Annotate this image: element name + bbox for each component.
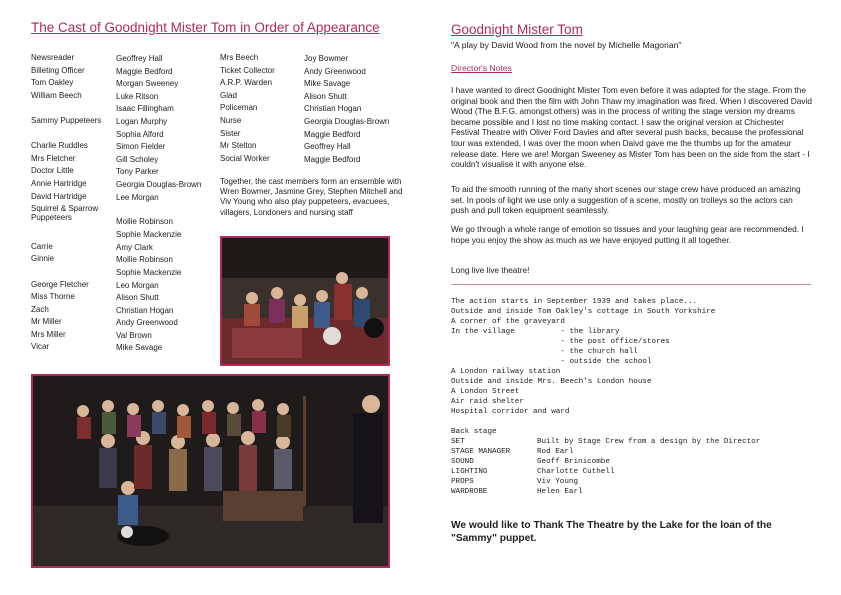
cast-row — [31, 192, 217, 205]
location-line: A corner of the graveyard — [451, 318, 565, 326]
cast-row — [220, 66, 410, 79]
cast-actor: Sophia Alford — [116, 129, 164, 139]
ensemble-note: Together, the cast members form an ensemble with Wren Bowmer, Jasmine Grey, Stephen Mitchell and Viv Young who also play puppeteers, evacuees, villagers, Londoners and nursing staff — [220, 177, 403, 217]
crew-role: PROPS — [451, 478, 474, 486]
cast-actor: Morgan Sweeney — [116, 79, 179, 89]
directors-notes-heading: Director's Notes — [451, 63, 512, 73]
cast-row — [31, 53, 217, 66]
cast-actor: Alison Shutt — [116, 293, 159, 303]
cast-row — [31, 292, 217, 305]
cast-role: Mrs Miller — [31, 329, 66, 339]
cast-actor: Amy Clark — [116, 242, 153, 252]
location-line: Hospital corridor and ward — [451, 408, 570, 416]
notes-paragraph-3: We go through a whole range of emotion so tissues and your laughing gear are recommended. I hope you enjoy the show as much as we have enjoyed putting it all together. — [451, 224, 804, 245]
cast-actor: Gill Scholey — [116, 154, 159, 164]
cast-role: Mr Miller — [31, 317, 62, 327]
location-line: - the post office/stores — [451, 338, 670, 346]
cast-role: William Beech — [31, 90, 82, 100]
cast-actor: Isaac Fillingham — [116, 104, 174, 114]
cast-role: Nurse — [220, 115, 242, 125]
crew-row — [451, 487, 811, 497]
location-line: - the church hall — [451, 348, 638, 356]
location-line: A London railway station — [451, 368, 561, 376]
cast-row — [220, 141, 410, 154]
cast-role: Policeman — [220, 103, 258, 113]
cast-role: Miss Thorne — [31, 292, 75, 302]
crew-role: SET — [451, 438, 465, 446]
crew-name: Rod Earl — [537, 448, 574, 456]
cast-list-left — [31, 53, 217, 355]
crew-row — [451, 457, 811, 467]
crew-role: WARDROBE — [451, 488, 488, 496]
cast-role: Mrs Beech — [220, 53, 259, 62]
cast-actor: Mollie Robinson — [116, 255, 173, 265]
play-title: Goodnight Mister Tom — [451, 22, 583, 37]
thanks-note: We would like to Thank The Theatre by the Lake for the loan of the "Sammy" puppet. — [451, 520, 772, 544]
cast-photo-large — [31, 374, 390, 568]
cast-actor: Maggie Bedford — [116, 66, 173, 76]
cast-role: Ginnie — [31, 254, 55, 264]
cast-actor: Christian Hogan — [116, 305, 174, 315]
cast-row — [31, 330, 217, 343]
location-line: Outside and inside Mrs. Beech's London house — [451, 378, 652, 386]
cast-row — [220, 116, 410, 129]
cast-row — [31, 254, 217, 267]
crew-role: STAGE MANAGER — [451, 448, 511, 456]
cast-row — [31, 280, 217, 293]
cast-row — [31, 103, 217, 116]
crew-name: Viv Young — [537, 478, 579, 486]
cast-row — [31, 66, 217, 79]
cast-role: Doctor Little — [31, 166, 74, 176]
cast-role: Social Worker — [220, 153, 270, 163]
notes-paragraph-1: I have wanted to direct Goodnight Mister Tom even before it was adapted for the stage. From the original book and then the film with John Thaw my imagination was fired. When I discovered David Wood (The B.F.G. amongst others) was in the process of writing the stage version my dreams became possible and I lost no time making contact. I saw the original version at Chichester Festival Theatre with Oliver Ford Davies and after several push backs, because the professional tour was extended, I was over the moon when Daivd gave me the thumbs up for the amateur release date. Here we are! Morgan Sweeney as Mister Tom has been on the side from the start - I couldn't visualise it with anyone else. — [451, 85, 812, 170]
cast-role: Mr Stelton — [220, 141, 257, 151]
crew-list — [451, 437, 811, 497]
cast-list-right — [220, 53, 410, 166]
location-line: A London Street — [451, 388, 520, 396]
cast-role: George Fletcher — [31, 279, 89, 289]
cast-role — [31, 267, 116, 280]
crew-name: Helen Earl — [537, 488, 583, 496]
cast-actor: Maggie Bedford — [304, 154, 361, 164]
cast-row — [31, 91, 217, 104]
cast-role: Zach — [31, 304, 49, 314]
locations-list — [451, 297, 715, 417]
play-subtitle: "A play by David Wood from the novel by Michelle Magorian" — [451, 40, 682, 50]
cast-role: David Hartridge — [31, 191, 87, 201]
cast-role: Charlie Ruddles — [31, 141, 88, 151]
cast-actor: Andy Greenwood — [116, 318, 178, 328]
cast-row — [31, 229, 217, 242]
cast-role — [31, 129, 116, 142]
cast-actor: Simon Fielder — [116, 142, 166, 152]
location-line: - outside the school — [451, 358, 652, 366]
cast-role: Annie Hartridge — [31, 178, 87, 188]
crew-role: SOUND — [451, 458, 474, 466]
cast-actor: Logan Murphy — [116, 116, 168, 126]
cast-actor: Georgia Douglas-Brown — [304, 116, 390, 126]
location-line: In the village - the library — [451, 328, 620, 336]
cast-actor: Georgia Douglas-Brown — [116, 179, 202, 189]
cast-role: Glad — [220, 90, 237, 100]
cast-row — [220, 129, 410, 142]
cast-row — [31, 267, 217, 280]
cast-row — [31, 166, 217, 179]
cast-actor: Geoffrey Hall — [116, 54, 163, 63]
cast-role: Sister — [220, 128, 241, 138]
cast-actor: Alison Shutt — [304, 91, 347, 101]
cast-row — [31, 342, 217, 355]
crew-role: LIGHTING — [451, 468, 488, 476]
cast-row — [220, 78, 410, 91]
cast-role — [31, 103, 116, 116]
cast-row — [31, 242, 217, 255]
cast-role — [31, 229, 116, 242]
cast-title: The Cast of Goodnight Mister Tom in Order of Appearance — [31, 20, 380, 35]
cast-actor: Sophie Mackenzie — [116, 230, 182, 240]
cast-row — [31, 204, 217, 229]
cast-row — [31, 154, 217, 167]
cast-role: Carrie — [31, 241, 53, 251]
cast-row — [31, 305, 217, 318]
cast-actor: Lee Morgan — [116, 192, 159, 202]
crew-heading: Back stage — [451, 428, 497, 436]
location-line: Air raid shelter — [451, 398, 524, 406]
divider — [451, 284, 811, 285]
cast-row — [31, 141, 217, 154]
crew-name: Geoff Brinicombe — [537, 458, 610, 466]
cast-role: Squirrel & Sparrow Puppeteers — [31, 204, 99, 223]
crew-row — [451, 477, 811, 487]
notes-paragraph-2: To aid the smooth running of the many short scenes our stage crew have produced an amazing set. In pools of light we use only a suggestion of a scene, mostly on trolleys so the actors can push and pull token equipment seamlessly. — [451, 184, 801, 216]
crew-row — [451, 447, 811, 457]
cast-photo-small — [220, 236, 390, 366]
cast-row — [220, 154, 410, 167]
crew-name: Built by Stage Crew from a design by the Director — [537, 438, 761, 446]
cast-row — [31, 116, 217, 129]
cast-actor: Geoffrey Hall — [304, 142, 351, 152]
cast-row — [220, 103, 410, 116]
cast-row — [31, 129, 217, 142]
cast-role: Tom Oakley — [31, 78, 74, 88]
cast-actor: Tony Parker — [116, 167, 159, 177]
cast-row — [31, 317, 217, 330]
cast-role: Newsreader — [31, 53, 75, 62]
cast-actor: Andy Greenwood — [304, 66, 366, 76]
crew-row — [451, 467, 811, 477]
cast-actor: Luke Ritson — [116, 91, 159, 101]
location-line: The action starts in September 1939 and takes place... — [451, 298, 698, 306]
crew-name: Charlotte Cuthell — [537, 468, 615, 476]
crew-row — [451, 437, 811, 447]
cast-actor: Mike Savage — [116, 343, 163, 353]
cast-actor: Christian Hogan — [304, 104, 362, 114]
cast-row — [31, 78, 217, 91]
cast-actor: Mike Savage — [304, 79, 351, 89]
cast-actor: Joy Bowmer — [304, 54, 349, 63]
location-line: Outside and inside Tom Oakley's cottage in South Yorkshire — [451, 308, 716, 316]
cast-role: A.R.P. Warden — [220, 78, 273, 88]
notes-paragraph-4: Long live live theatre! — [451, 265, 530, 275]
cast-role: Ticket Collector — [220, 65, 275, 75]
cast-role: Billeting Officer — [31, 65, 85, 75]
cast-actor: Leo Morgan — [116, 280, 159, 290]
cast-actor: Maggie Bedford — [304, 129, 361, 139]
cast-actor: Sophie Mackenzie — [116, 267, 182, 277]
cast-role: Sammy Puppeteers — [31, 115, 102, 125]
cast-row — [220, 53, 410, 66]
cast-role: Vicar — [31, 342, 50, 352]
cast-actor: Mollie Robinson — [116, 217, 173, 227]
cast-actor: Val Brown — [116, 330, 152, 340]
cast-role: Mrs Fletcher — [31, 153, 76, 163]
cast-row — [31, 179, 217, 192]
cast-row — [220, 91, 410, 104]
